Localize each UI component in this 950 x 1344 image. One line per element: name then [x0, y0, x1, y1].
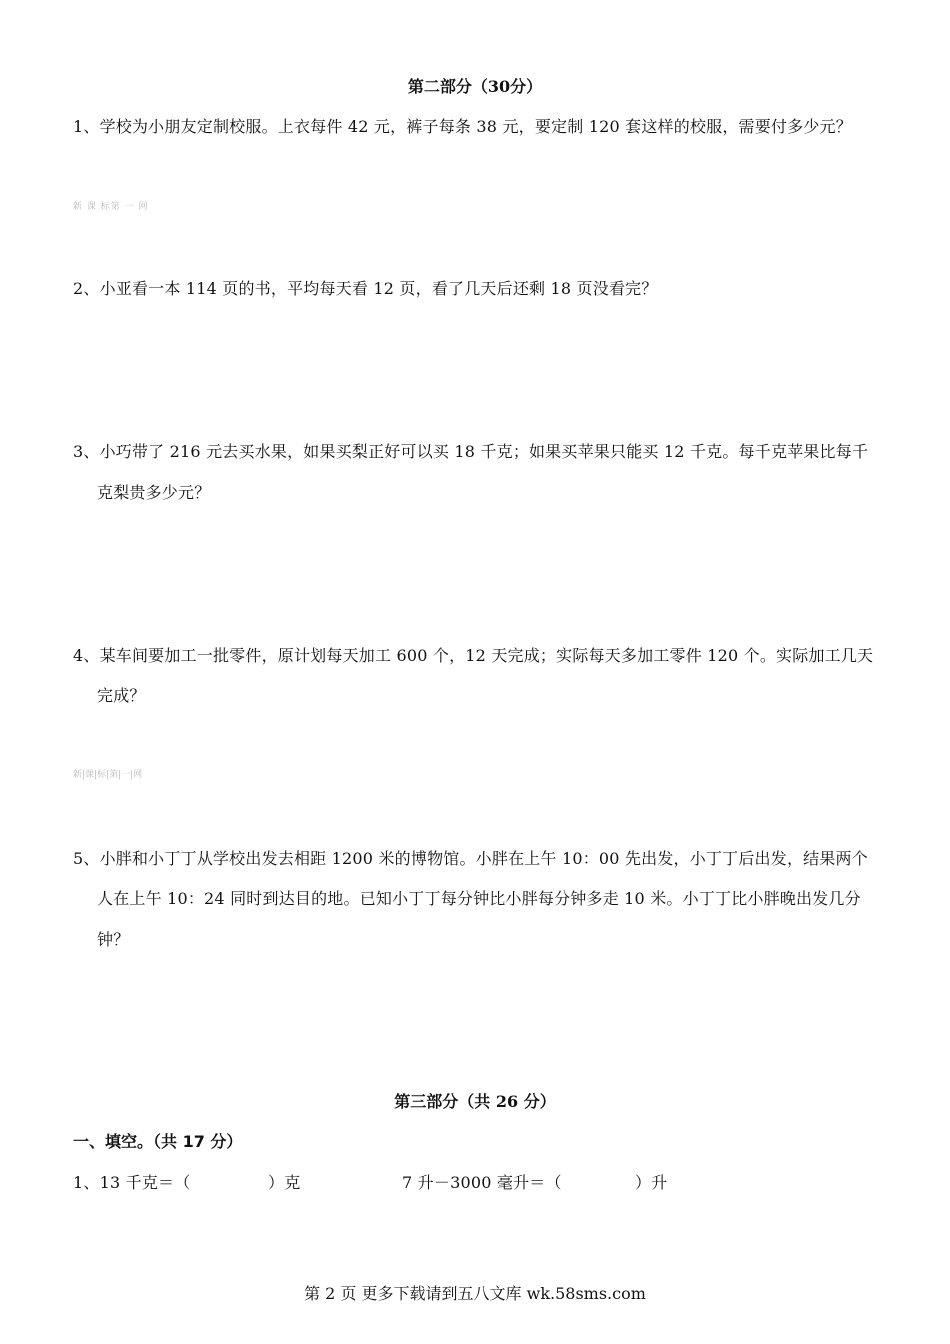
fill-right-suffix: ）升 — [635, 1173, 668, 1192]
question-5-line-2: 人在上午 10：24 同时到达目的地。已知小丁丁每分钟比小胖每分钟多走 10 米。小丁丁比小胖晚出发几分 — [97, 889, 861, 908]
question-5-line-1: 5、小胖和小丁丁从学校出发去相距 1200 米的博物馆。小胖在上午 10：00 先出发，小丁丁后出发，结果两个 — [73, 849, 868, 868]
question-2-line-1: 2、小亚看一本 114 页的书，平均每天看 12 页，看了几天后还剩 18 页没看完？ — [73, 279, 658, 298]
fill-left-suffix: ）克 — [268, 1173, 301, 1192]
question-3-line-2: 克梨贵多少元？ — [97, 483, 211, 502]
page-footer: 第 2 页 更多下载请到五八文库 wk.58sms.com — [304, 1284, 646, 1303]
question-4-line-1: 4、某车间要加工一批零件，原计划每天加工 600 个，12 天完成；实际每天多加工零件 120 个。实际加工几天 — [73, 646, 874, 665]
section-heading-fill-in: 一、填空。（共 17 分） — [73, 1132, 243, 1151]
question-4-line-2: 完成？ — [97, 686, 146, 705]
part2-title: 第二部分（30分） — [407, 77, 543, 96]
watermark-1: 新 课 标第 一 网 — [73, 202, 149, 212]
question-3-line-1: 3、小巧带了 216 元去买水果，如果买梨正好可以买 18 千克；如果买苹果只能买 12 千克。每千克苹果比每千 — [73, 442, 869, 461]
fill-right-prefix: 7 升－3000 毫升＝（ — [402, 1173, 562, 1192]
part3-title: 第三部分（共 26 分） — [394, 1092, 556, 1111]
question-5-line-3: 钟？ — [97, 930, 130, 949]
question-1-line-1: 1、学校为小朋友定制校服。上衣每件 42 元，裤子每条 38 元，要定制 120 套这样的校服，需要付多少元？ — [73, 117, 852, 136]
fill-left-prefix: 1、13 千克＝（ — [73, 1173, 191, 1192]
watermark-2: 新|课|标|第|一|网 — [73, 770, 143, 780]
